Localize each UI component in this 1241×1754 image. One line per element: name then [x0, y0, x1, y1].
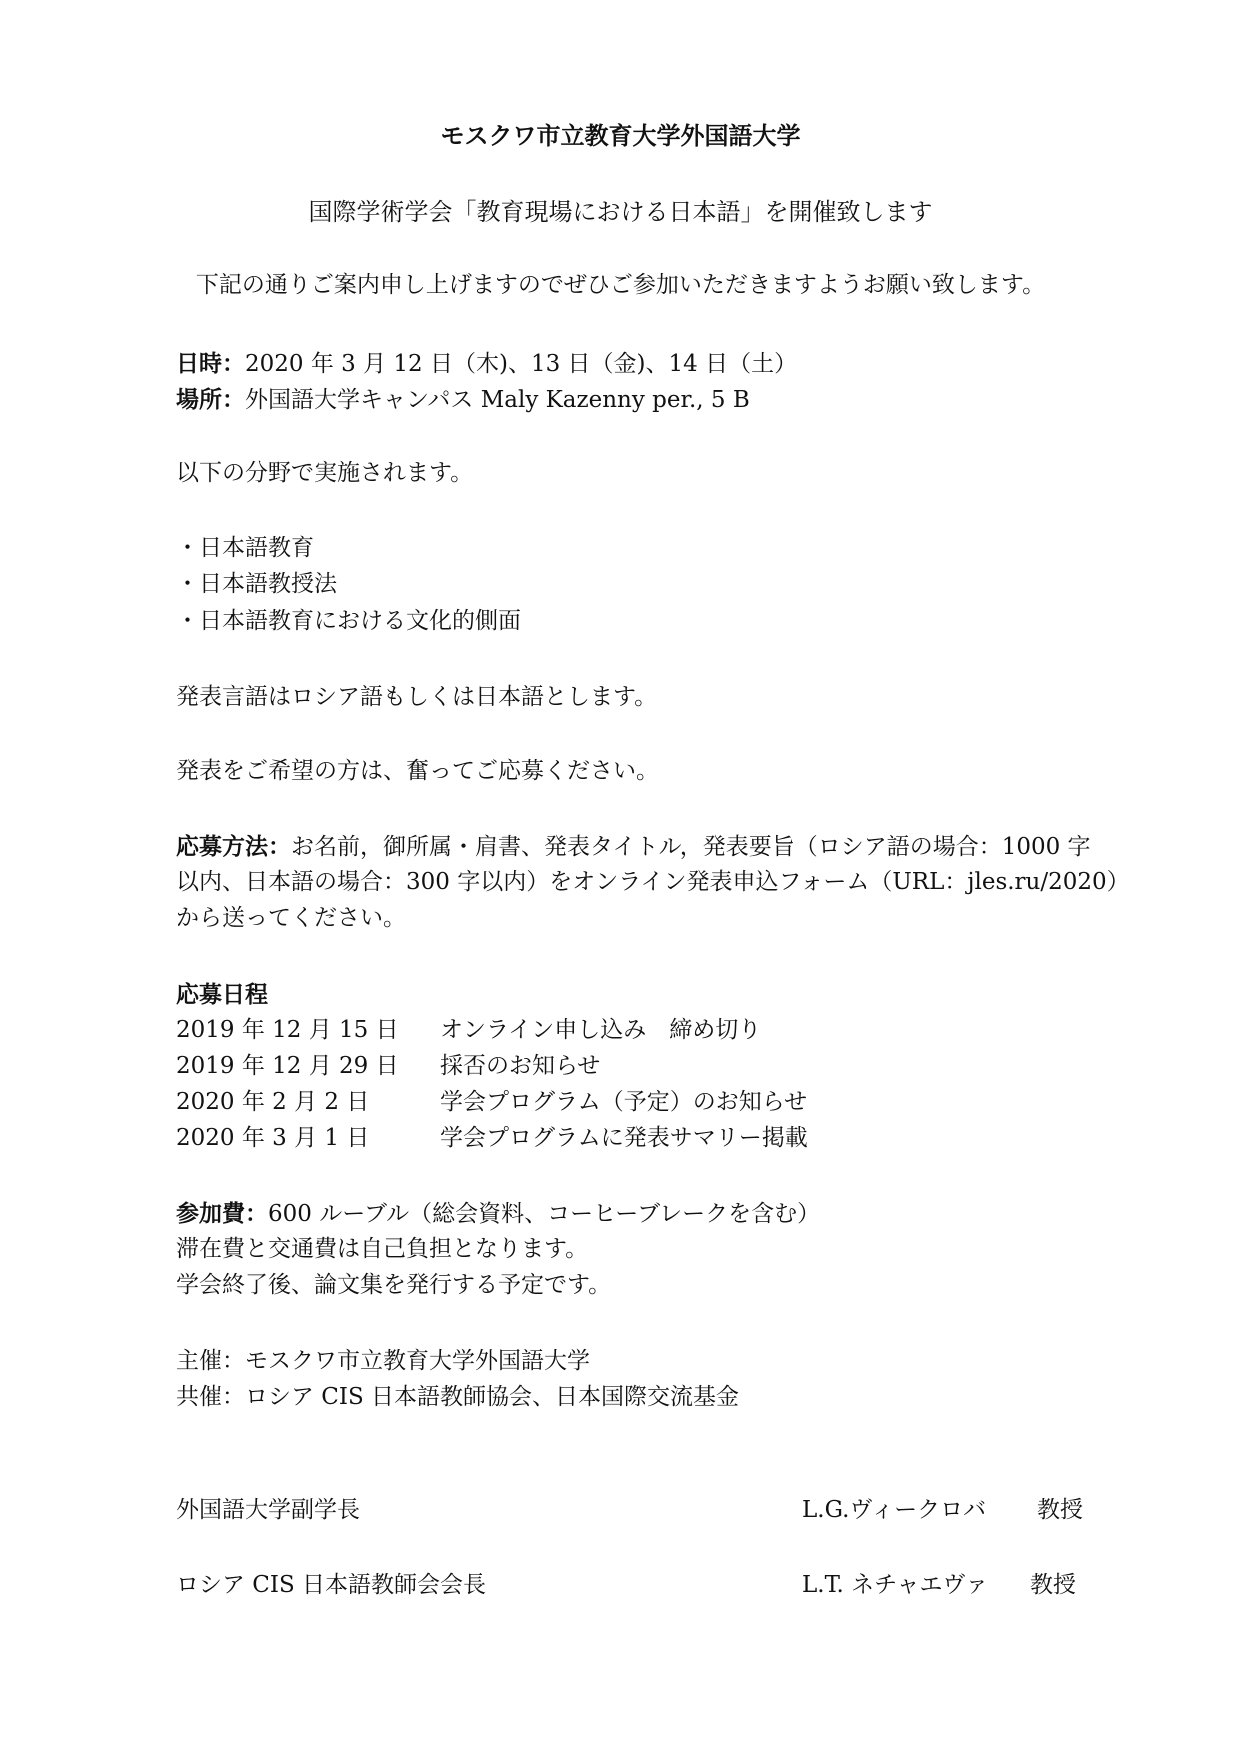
schedule-date: 2019 年 12 月 15 日: [176, 1017, 399, 1043]
fee-value: 600 ルーブル（総会資料、コーヒーブレークを含む）: [268, 1201, 821, 1227]
call-for-papers: 発表をご希望の方は、奮ってご応募ください。: [176, 758, 659, 784]
fee-line: [176, 1200, 820, 1229]
application-label: 応募方法：: [176, 833, 291, 860]
page-title: モスクワ市立教育大学外国語大学: [440, 121, 801, 150]
schedule-date: 2019 年 12 月 29 日: [176, 1053, 399, 1079]
schedule-desc: 学会プログラム（予定）のお知らせ: [440, 1089, 808, 1115]
fields-intro: 以下の分野で実施されます。: [176, 460, 474, 486]
place-label: 場所：: [176, 386, 245, 413]
schedule-heading: 応募日程: [176, 981, 268, 1008]
date-label: 日時：: [176, 350, 245, 377]
conference-announcement: 国際学術学会「教育現場における日本語」を開催致します: [308, 198, 933, 226]
signatory-title: 教授: [1037, 1497, 1083, 1523]
list-item: ・日本語教授法: [176, 571, 337, 597]
schedule-desc: オンライン申し込み 締め切り: [440, 1017, 762, 1043]
signatory-title: 教授: [1030, 1572, 1076, 1598]
application-text: お名前，御所属・肩書、発表タイトル，発表要旨（ロシア語の場合：1000 字: [291, 834, 1091, 860]
application-line-2: 以内、日本語の場合：300 字以内）をオンライン発表申込フォーム（URL：jles.ru/2020）: [176, 869, 1130, 895]
fee-label: 参加費：: [176, 1200, 268, 1227]
date-line: [176, 350, 797, 379]
language-note: 発表言語はロシア語もしくは日本語とします。: [176, 684, 658, 710]
signatory-position: ロシア CIS 日本語教師会会長: [176, 1572, 487, 1598]
invitation-text: 下記の通りご案内申し上げますのでぜひご参加いただきますようお願い致します。: [195, 272, 1046, 298]
signatory-name: L.T. ネチャエヴァ: [802, 1572, 989, 1598]
host-organizer: 主催：モスクワ市立教育大学外国語大学: [176, 1348, 590, 1374]
place-line: [176, 386, 750, 415]
date-value: 2020 年 3 月 12 日（木)、13 日（金)、14 日（土）: [245, 351, 798, 377]
cohost-organizer: 共催：ロシア CIS 日本語教師協会、日本国際交流基金: [176, 1384, 740, 1410]
signatory-name: L.G.ヴィークロバ: [802, 1497, 987, 1523]
schedule-desc: 学会プログラムに発表サマリー掲載: [440, 1125, 808, 1151]
fee-note-2: 学会終了後、論文集を発行する予定です。: [176, 1272, 612, 1298]
schedule-date: 2020 年 2 月 2 日: [176, 1089, 370, 1115]
schedule-desc: 採否のお知らせ: [440, 1053, 601, 1079]
fee-note-1: 滞在費と交通費は自己負担となります。: [176, 1236, 589, 1262]
signatory-position: 外国語大学副学長: [176, 1497, 360, 1523]
application-line-3: から送ってください。: [176, 905, 406, 931]
list-item: ・日本語教育における文化的側面: [176, 608, 521, 634]
list-item: ・日本語教育: [176, 535, 314, 561]
application-line-1: [176, 833, 1091, 862]
schedule-date: 2020 年 3 月 1 日: [176, 1125, 370, 1151]
place-value: 外国語大学キャンパス Maly Kazenny per., 5 B: [245, 387, 750, 413]
